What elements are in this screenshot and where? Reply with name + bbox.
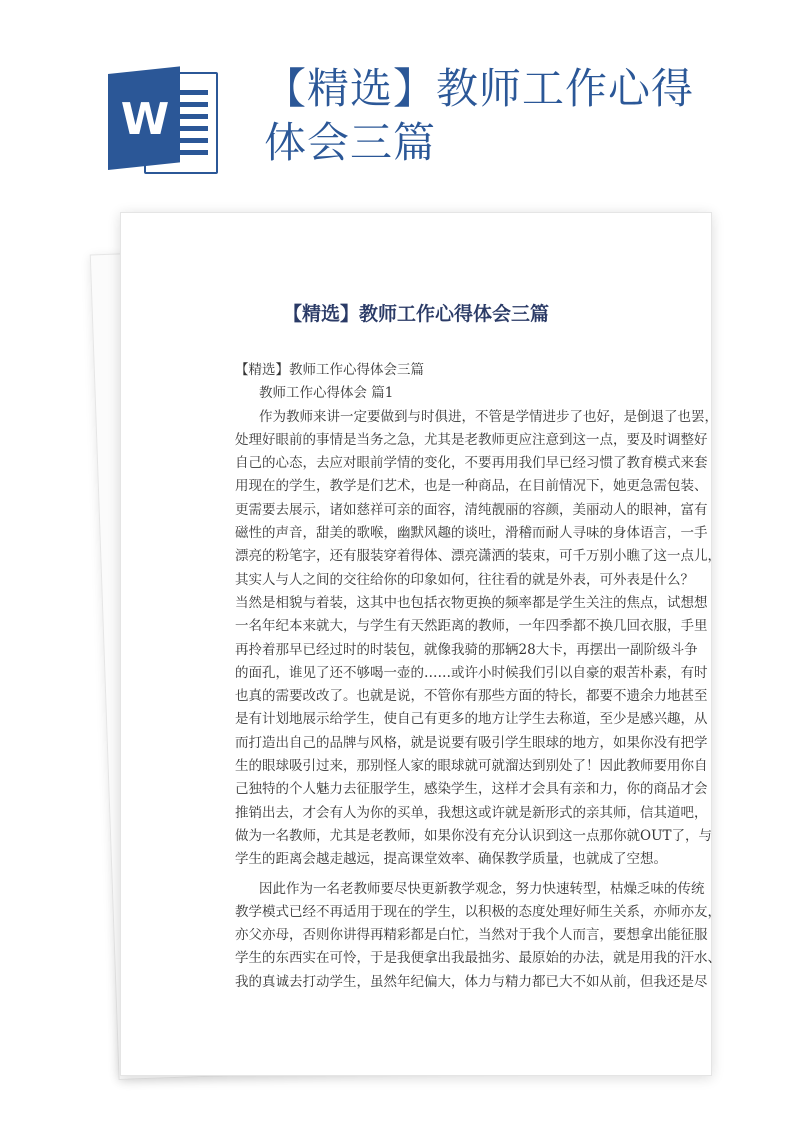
paragraph-line: 亦父亦母，否则你讲得再精彩都是白忙，当然对于我个人而言，要想拿出能征服 [235, 927, 708, 944]
paragraph-line: 做为一名教师，尤其是老教师，如果你没有充分认识到这一点那你就OUT了，与 [235, 827, 712, 844]
paragraph-line: 一名年纪本来就大，与学生有天然距离的教师，一年四季都不换几回衣服，手里 [235, 618, 708, 635]
page-title [264, 62, 744, 170]
word-icon-letter: W [120, 94, 170, 145]
paragraph-line: 也真的需要改改了。也就是说，不管你有那些方面的特长，都要不遗余力地甚至 [235, 688, 708, 705]
page-title-line-2: 体会三篇 [264, 118, 437, 167]
word-icon-line [178, 102, 208, 107]
paragraph-line: 推销出去，才会有人为你的买单，我想这或许就是新形式的亲其师，信其道吧， [235, 804, 708, 821]
paragraph-line: 学生的距离会越走越远，提高课堂效率、确保教学质量，也就成了空想。 [235, 851, 667, 868]
paragraph-line: 再拎着那早已经过时的时装包，就像我骑的那辆28大卡，再摆出一副阶级斗争 [235, 641, 698, 658]
document-page [120, 212, 721, 1076]
paragraph-line: 磁性的声音，甜美的歌喉，幽默风趣的谈吐，滑稽而耐人寻味的身体语言，一手 [235, 525, 708, 542]
word-icon-line [178, 90, 208, 95]
paragraph-line: 学生的东西实在可怜，于是我便拿出我最拙劣、最原始的办法，就是用我的汗水、 [235, 950, 721, 967]
word-document-icon [108, 64, 220, 176]
section-heading: 教师工作心得体会 篇1 [259, 385, 394, 402]
word-icon-line [178, 126, 208, 131]
document-body [235, 359, 721, 994]
paragraph-line: 处理好眼前的事情是当务之急，尤其是老教师更应注意到这一点，要及时调整好 [235, 431, 708, 448]
word-icon-line [178, 150, 208, 155]
paragraph-line: 当然是相貌与着装，这其中也包括衣物更换的频率都是学生关注的焦点，试想想 [235, 594, 708, 611]
paragraph-line: 而打造出自己的品牌与风格，就是说要有吸引学生眼球的地方，如果你没有把学 [235, 734, 708, 751]
paragraph-1 [235, 406, 721, 872]
paragraph-line: 用现在的学生，教学是们艺术，也是一种商品，在目前情况下，她更急需包装、 [235, 478, 708, 495]
paragraph-line: 是有计划地展示给学生，使自己有更多的地方让学生去称道，至少是感兴趣，从 [235, 711, 708, 728]
paragraph-line: 的面孔，谁见了还不够喝一壶的……或许小时候我们引以自豪的艰苦朴素，有时 [235, 664, 708, 681]
word-icon-line [178, 114, 208, 119]
paragraph-line: 我的真诚去打动学生，虽然年纪偏大，体力与精力都已大不如从前，但我还是尽 [235, 973, 708, 990]
paragraph-line: 自己的心态，去应对眼前学情的变化，不要再用我们早已经习惯了教育模式来套 [235, 455, 708, 472]
paragraph-2 [235, 878, 721, 994]
word-icon-line [178, 138, 208, 143]
paragraph-line: 己独特的个人魅力去征服学生，感染学生，这样才会具有亲和力，你的商品才会 [235, 781, 708, 798]
paragraph-line: 生的眼球吸引过来，那别怪人家的眼球就可就溜达到别处了！因此教师要用你自 [235, 758, 708, 775]
paragraph-line: 作为教师来讲一定要做到与时俱进，不管是学情进步了也好，是倒退了也罢， [259, 408, 718, 425]
document-subtitle: 【精选】教师工作心得体会三篇 [235, 362, 424, 378]
paragraph-line: 其实人与人之间的交往给你的印象如何，往往看的就是外表，可外表是什么？ [235, 571, 694, 588]
page-title-line-1: 【精选】教师工作心得 [264, 64, 695, 113]
paragraph-line: 因此作为一名老教师要尽快更新教学观念，努力快速转型，枯燥乏味的传统 [259, 880, 705, 897]
paragraph-line: 教学模式已经不再适用于现在的学生，以积极的态度处理好师生关系，亦师亦友， [235, 903, 721, 920]
document-title: 【精选】教师工作心得体会三篇 [282, 303, 549, 325]
paragraph-line: 更需要去展示，诸如慈祥可亲的面容，清纯靓丽的容颜，美丽动人的眼神，富有 [235, 501, 708, 518]
paragraph-line: 漂亮的粉笔字，还有服装穿着得体、漂亮潇洒的装束，可千万别小瞧了这一点儿， [235, 548, 721, 565]
